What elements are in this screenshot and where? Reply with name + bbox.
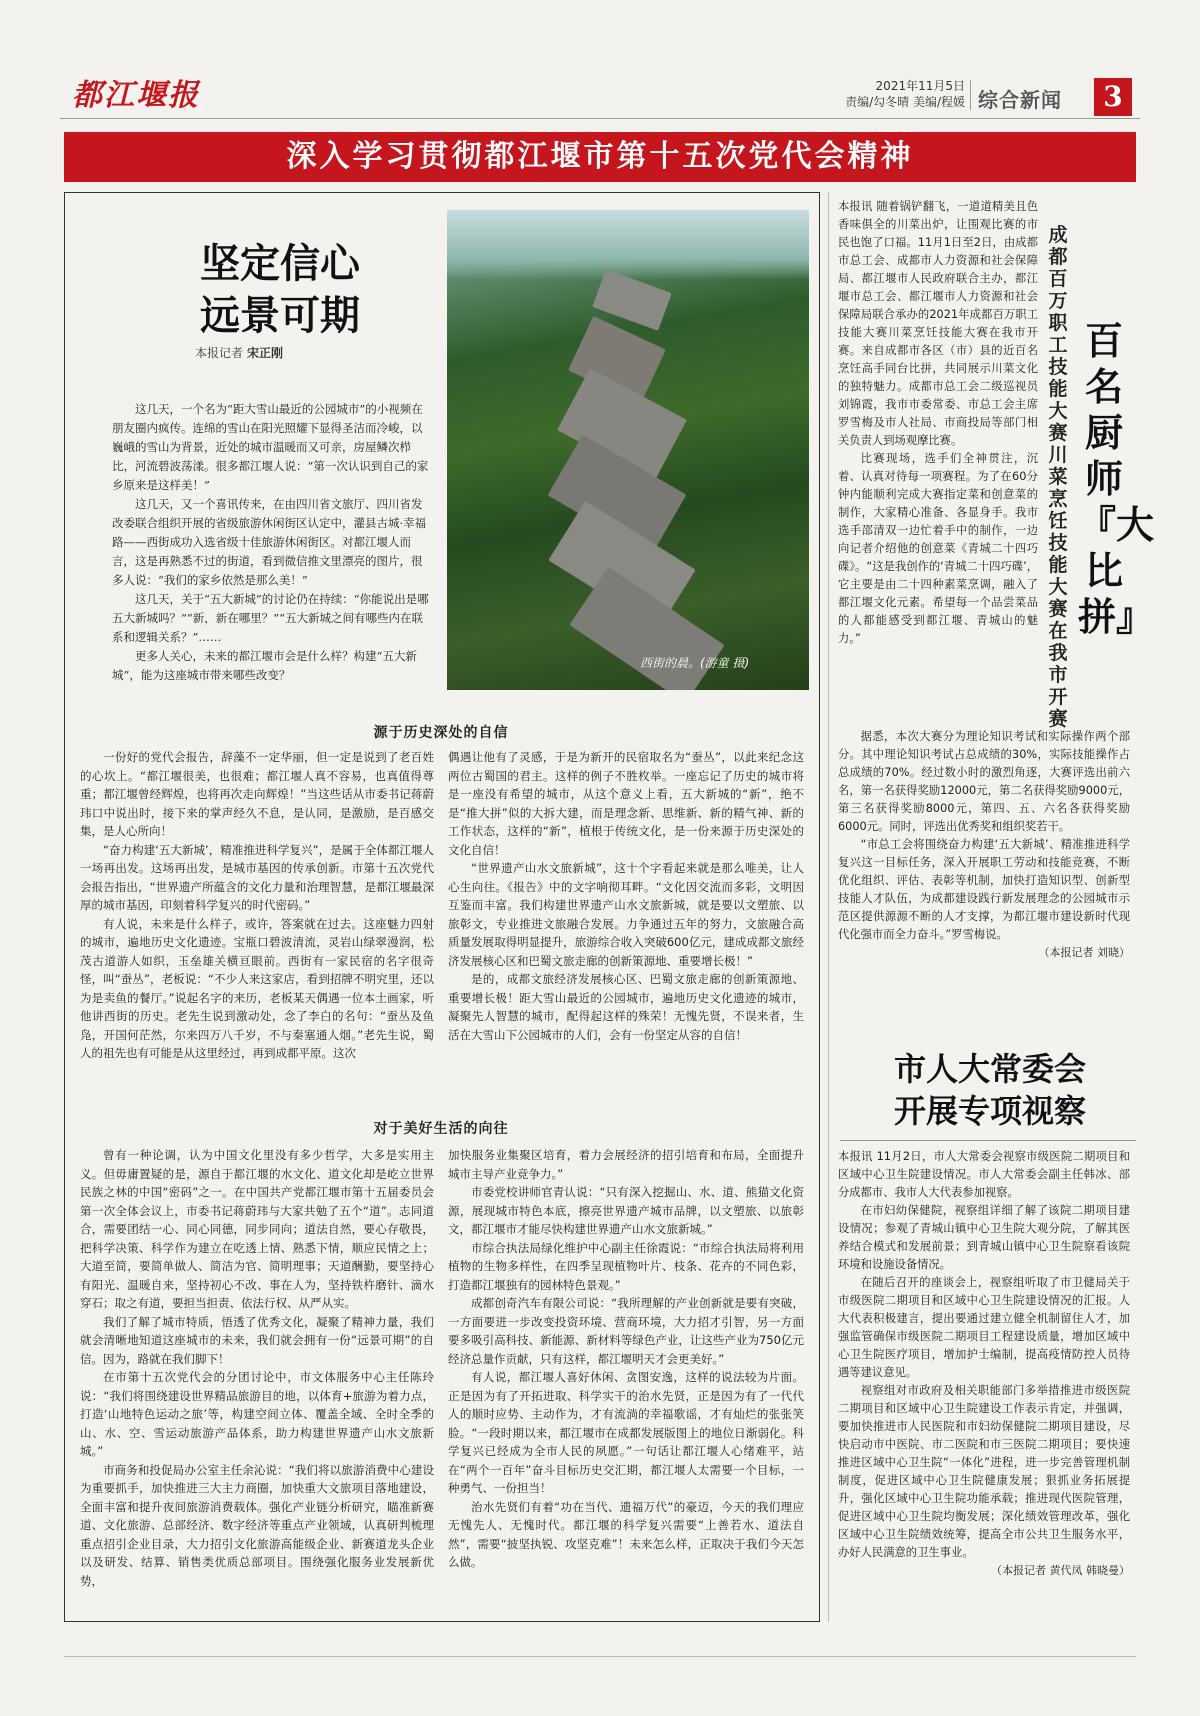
main-headline bbox=[160, 238, 400, 342]
paragraph: 市商务和投促局办公室主任余沁说：“我们将以旅游消费中心建设为重要抓手，加快推进三大主力商圈，加快重大文旅项目落地建设，全面丰富和提升夜间旅游消费载体。强化产业链分析研究，瞄准新赛道、文化旅游、总部经济、数字经济等重点产业领域，认真研判梳理重点招引企业目录，大力招引文化旅游高能级企业、新赛道龙头企业以及研发、结算、销售类优质总部项目。围绕强化服务业发展新优势， bbox=[80, 1462, 434, 1588]
paragraph: 在随后召开的座谈会上，视察组听取了市卫健局关于市级医院二期项目和区域中心卫生院建设情况的汇报。人大代表积极建言，提出要通过建立健全机制留住人才，加强监管确保市级医院二期项目工程建设质量，增加区域中心卫生院医疗项目，增加护士编制，提高疫情防控人员待遇等建议意见。 bbox=[838, 1276, 1130, 1379]
side-article-body-top bbox=[838, 198, 1038, 648]
issue-editors: 责编/勾冬晴 美编/程媛 bbox=[845, 95, 965, 109]
paragraph: “市总工会将围绕奋力构建‘五大新城’、精准推进科学复兴这一目标任务，深入开展职工劳动和技能竞赛，不断优化组织、评估、表彰等机制，加快打造知识型、创新型技能人才队伍，为成都建设践行新发展理念的公园城市示范区提供源源不断的人才支撑，为都江堰市建设新时代现代化强市而全力奋斗。”罗雪梅说。 bbox=[838, 838, 1130, 941]
paragraph: 加快服务业集聚区培育，着力会展经济的招引培育和布局，全面提升城市主导产业竞争力。” bbox=[448, 1148, 804, 1181]
side-article-title: 百名厨师『大比拼』 bbox=[1078, 318, 1155, 639]
section-name: 综合新闻 bbox=[978, 88, 1062, 112]
header-rule bbox=[60, 118, 1140, 119]
issue-date: 2021年11月5日 bbox=[875, 79, 965, 93]
npc-article-credit: （本报记者 黄代凤 韩晓曼） bbox=[991, 1564, 1130, 1577]
main-byline bbox=[195, 344, 283, 361]
byline-prefix: 本报记者 bbox=[195, 346, 244, 360]
npc-title-line-1: 市人大常委会 bbox=[893, 1050, 1086, 1088]
photo-river bbox=[447, 210, 809, 280]
intro-paragraph: 这几天，一个名为“距大雪山最近的公园城市”的小视频在朋友圈内疯传。连绵的雪山在阳光照耀下显得圣洁而冷峻，以巍峨的雪山为背景，近处的城市温暖而又可亲，房屋鳞次栉比，河流碧波荡漾。很多都江堰人说：“第一次认识到自己的家乡原来是这样美！” bbox=[112, 402, 429, 492]
paragraph: 本报讯 11月2日，市人大常委会视察市级医院二期项目和区域中心卫生院建设情况。市人大常委会副主任韩冰、部分成都市、我市人大代表参加视察。 bbox=[838, 1150, 1130, 1199]
issue-info bbox=[790, 78, 965, 110]
intro-paragraph: 更多人关心，未来的都江堰市会是什么样？构建“五大新城”，能为这座城市带来哪些改变？ bbox=[112, 649, 417, 682]
byline-name: 宋正刚 bbox=[247, 346, 284, 360]
section-1-left-column bbox=[80, 748, 434, 1063]
paragraph: 是的，成都文旅经济发展核心区、巴蜀文旅走廊的创新策源地、重要增长极！距大雪山最近的公园城市，遍地历史文化遗迹的城市，凝聚先人智慧的城市，配得起这样的殊荣！无愧先贤，不误来者，生活在大雪山下公园城市的人们，会有一份坚定从容的自信！ bbox=[448, 972, 804, 1042]
paragraph: 据悉，本次大赛分为理论知识考试和实际操作两个部分。其中理论知识考试占总成绩的30%，实际技能操作占总成绩的70%。经过数小时的激烈角逐，大赛评选出前六名，第一名获得奖励12000元，第二名获得奖励9000元，第三名获得奖励8000元，第四、五、六名各获得奖励6000元。同时，评选出优秀奖和组织奖若干。 bbox=[838, 730, 1130, 833]
page-number: 3 bbox=[1094, 78, 1132, 116]
paragraph: 市综合执法局绿化维护中心副主任徐霞说：“市综合执法局将利用植物的生物多样性，在四季呈现植物叶片、枝条、花卉的不同色彩，打造都江堰独有的园林特色景观。” bbox=[448, 1240, 804, 1292]
section-2-title: 对于美好生活的向往 bbox=[373, 1121, 509, 1137]
paragraph: 一份好的党代会报告，辞藻不一定华丽，但一定是说到了老百姓的心坎上。“都江堰很美，也很难；都江堰人真不容易，也真值得尊重；都江堰曾经辉煌，也将再次走向辉煌！”当这些话从市委书记蒋蔚玮口中说出时，接下来的掌声经久不息，是认同，是激励，是百感交集，是人心所向！ bbox=[80, 750, 434, 838]
newspaper-logo: 都江堰报 bbox=[72, 78, 200, 113]
paragraph: 视察组对市政府及相关职能部门多举措推进市级医院二期项目和区域中心卫生院建设工作表示肯定，并强调，要加快推进市人民医院和市妇幼保健院二期项目建设，尽快启动市中医院、市二医院和市三医院二期项目；要快速推进区域中心卫生院“一体化”进程，进一步完善管理机制制度，促进区域中心卫生院健康发展；狠抓业务拓展提升，强化区域中心卫生院功能承载；推进现代医院管理，促进区域中心卫生院均衡发展；深化绩效管理改革，强化区域中心卫生院绩效统筹，提高全市公共卫生服务水平，办好人民满意的卫生事业。 bbox=[838, 1384, 1130, 1559]
paragraph: 有人说，都江堰人喜好休闲、贪图安逸，这样的说法较为片面。正是因为有了开拓进取、科学实干的治水先贤，正是因为有了一代代人的顺时应势、主动作为，才有流淌的幸福歌谣，才有灿烂的张张笑脸。“一段时期以来，都江堰市在成都发展版图上的地位日渐弱化。科学复兴已经成为全市人民的夙愿。”一句话让都江堰人心绪难平，站在“两个一百年”奋斗目标历史交汇期，都江堰人太需要一个目标，一种勇气、一份担当！ bbox=[448, 1370, 804, 1495]
npc-title-rule bbox=[840, 1140, 1136, 1141]
side-article-credit: （本报记者 刘晓） bbox=[1038, 946, 1130, 959]
paragraph: 治水先贤们有着“功在当代、遗福万代”的豪迈，今天的我们理应无愧先人、无愧时代。都江堰的科学复兴需要“上善若水、道法自然”，需要“披坚执锐、攻坚克难”！未来怎么样，正取决于我们今天怎么做。 bbox=[448, 1499, 804, 1569]
paragraph: 曾有一种论调，认为中国文化里没有多少哲学，大多是实用主义。但毋庸置疑的是，源自于都江堰的水文化、道文化却是屹立世界民族之林的中国“密码”之一。在中国共产党都江堰市第十五届委员会第一次全体会议上，市委书记蒋蔚玮与大家共勉了五个“道”。志同道合，需要团结一心、同心同德，同步同向；道法自然，要心存敬畏，把科学决策、科学作为建立在吃透上情、熟悉下情，顺应民情之上；大道至简，要简单做人、简洁为官、简明理事；天道酬勤，要坚持心有阳光、温暖自来，坚持初心不改、事在人为，坚持铁杵磨针、滴水穿石；取之有道，要担当担责、依法行权、从严从实。 bbox=[80, 1148, 434, 1310]
side-article-body-bottom bbox=[838, 728, 1130, 962]
paragraph: 本报讯 随着锅铲翻飞，一道道精美且色香味俱全的川菜出炉，让围观比赛的市民也饱了口福。11月1日至2日，由成都市总工会、成都市人力资源和社会保障局、都江堰市人民政府联合主办，都江堰市总工会、都江堰市人力资源和社会保障局联合承办的2021年成都百万职工技能大赛川菜烹饪技能大赛在我市开赛。来自成都市各区（市）县的近百名烹饪高手同台比拼，共同展示川菜文化的独特魅力。成都市总工会二级巡视员刘锦霞，我市市委常委、市总工会主席罗雪梅及市人社局、市商投局等部门相关负责人到场观摩比赛。 bbox=[838, 200, 1038, 447]
paragraph: 比赛现场，选手们全神贯注，沉着、认真对待每一项赛程。为了在60分钟内能顺利完成大赛指定菜和创意菜的制作，大家精心准备、各显身手。我市选手邵清双一边忙着手中的制作，一边向记者介绍他的创意菜《青城二十四巧碟》。“这是我创作的‘青城二十四巧碟’，它主要是由二十四种素菜烹调，融入了都江堰文化元素。希望每一个品尝菜品的人都能感受到都江堰、青城山的魅力。” bbox=[838, 452, 1038, 645]
paragraph: 成都创奇汽车有限公司说：“我所理解的产业创新就是要有突破，一方面要进一步改变投资环境、营商环境，大力招才引智，另一方面要多吸引高科技、新能源、新材料等绿色产业，让这些产业为750亿元经济总量作贡献，只有这样，都江堰明天才会更美好。” bbox=[448, 1296, 804, 1366]
npc-article-body bbox=[838, 1148, 1130, 1580]
paragraph: 在市第十五次党代会的分团讨论中，市文体服务中心主任陈玲说：“我们将围绕建设世界精品旅游目的地，以体育+旅游为着力点，打造‘山地特色运动之旅’等，构建空间立体、覆盖全域、全时全季的山、水、空、雪运动旅游产品体系，助力构建世界遗产山水文旅新城。” bbox=[80, 1370, 434, 1458]
section-1-right-column bbox=[448, 748, 804, 1044]
intro-paragraphs bbox=[112, 400, 430, 685]
paragraph: 偶遇让他有了灵感，于是为新开的民宿取名为“蚕丛”，以此来纪念这两位古蜀国的君主。这样的例子不胜枚举。一座忘记了历史的城市将是一座没有希望的城市，从这个意义上看，五大新城的“新”，绝不是“推大拼”似的大拆大建，而是理念新、思维新、新的精气神、新的工作状态，这样的“新”，植根于传统文化，是一份来源于历史深处的文化自信！ bbox=[448, 750, 804, 857]
section-1-title: 源于历史深处的自信 bbox=[373, 725, 509, 741]
aerial-photo-west-street bbox=[447, 210, 809, 690]
paragraph: “世界遗产山水文旅新城”，这十个字看起来就是那么唯美，让人心生向往。《报告》中的文字响彻耳畔。“文化因交流而多彩，文明因互鉴而丰富。我们构建世界遗产山水文旅新城，就是要以文塑旅、以旅彰文，专业推进文旅融合发展。力争通过五年的努力，文旅融合高质量发展取得明显提升，旅游综合收入突破600亿元，建成成都文旅经济发展核心区和巴蜀文旅走廊的创新策源地、重要增长极！” bbox=[448, 861, 804, 968]
paragraph: 有人说，未来是什么样子，或许，答案就在过去。这座魅力四射的城市，遍地历史文化遗迹。宝瓶口碧波清流，灵岩山绿翠漫润，松茂古道游人如织，玉垒雄关横亘眼前。西街有一家民宿的名字很奇怪，叫“蚕丛”，老板说：“不少人来这家店，看到招牌不明究里，还以为是卖鱼的餐厅。”说起名字的来历，老板某天偶遇一位本土画家，听他讲西街的历史。老先生说到激动处，念了李白的名句：“蚕丛及鱼凫，开国何茫然，尔来四万八千岁，不与秦塞通人烟。”老先生说，蜀人的祖先也有可能是从这里经过，再到成都平原。这次 bbox=[80, 916, 434, 1060]
intro-paragraph: 这几天，关于“五大新城”的讨论仍在持续：“你能说出是哪五大新城吗？”“新，新在哪里？”“五大新城之间有哪些内在联系和逻辑关系？”…… bbox=[112, 592, 429, 644]
column-divider bbox=[828, 192, 829, 1622]
section-2-right-column bbox=[448, 1146, 804, 1572]
paragraph: 市委党校讲师官青认说：“只有深入挖掘山、水、道、熊猫文化资源，展现城市特色本底，擦亮世界遗产城市品牌，以文塑旅、以旅彰文，都江堰市才能尽快构建世界遗产山水文旅新城。” bbox=[448, 1185, 804, 1236]
paragraph: “奋力构建‘五大新城’，精准推进科学复兴”，是属于全体都江堰人一场再出发。这场再出发，是城市基因的传承创新。市第十五次党代会报告指出，“世界遗产所蕴含的文化力量和治理智慧，是都江堰最深厚的城市基因，印刻着科学复兴的时代密码。” bbox=[80, 842, 434, 912]
side-article-subtitle: 成都百万职工技能大赛川菜烹饪技能大赛在我市开赛 bbox=[1048, 224, 1068, 730]
topic-banner: 深入学习贯彻都江堰市第十五次党代会精神 bbox=[64, 132, 1136, 182]
npc-title-line-2: 开展专项视察 bbox=[893, 1092, 1086, 1130]
header-divider bbox=[970, 80, 971, 110]
section-2-left-column bbox=[80, 1146, 434, 1590]
intro-paragraph: 这几天，又一个喜讯传来，在由四川省文旅厅、四川省发改委联合组织开展的省级旅游休闲街区认定中，灌县古城·幸福路——西街成功入选省级十佳旅游休闲街区。对都江堰人而言，这是再熟悉不过的街道，看到微信推文里漂亮的图片，很多人说：“我们的家乡依然是那么美！” bbox=[112, 497, 427, 587]
paragraph: 我们了解了城市特质，悟透了优秀文化，凝聚了精神力量，我们就会清晰地知道这座城市的未来，我们就会拥有一份“远景可期”的自信。因为，路就在我们脚下！ bbox=[80, 1314, 434, 1366]
footer-rule bbox=[64, 1656, 1136, 1657]
main-headline-line-2: 远景可期 bbox=[200, 293, 360, 339]
paragraph: 在市妇幼保健院，视察组详细了解了该院二期项目建设情况；参观了青城山镇中心卫生院大观分院，了解其医养结合模式和发展前景；到青城山镇中心卫生院察看该院环境和设施设备情况。 bbox=[838, 1204, 1130, 1271]
npc-article-title bbox=[866, 1048, 1114, 1132]
main-headline-line-1: 坚定信心 bbox=[200, 241, 360, 287]
photo-caption: 西街的晨。(游童 摄) bbox=[640, 656, 750, 670]
